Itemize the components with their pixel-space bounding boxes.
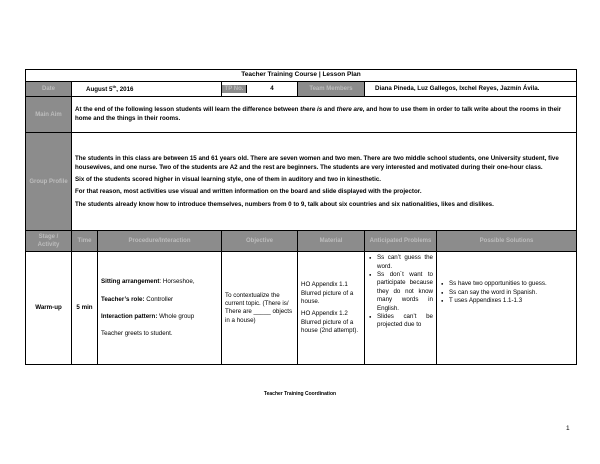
team-value: Diana Pineda, Luz Gallegos, Ixchel Reyes, Jazmín Ávila.	[365, 81, 577, 96]
col-procedure: Procedure/Interaction	[98, 231, 222, 252]
col-solutions: Possible Solutions	[437, 231, 577, 252]
col-stage: Stage / Activity	[26, 231, 72, 252]
date-value: August 5th, 2016	[72, 81, 222, 96]
col-objective: Objective	[222, 231, 298, 252]
lesson-plan-sheet	[25, 69, 576, 365]
list-item: ● Slides can’t be projected due to	[377, 313, 433, 330]
table-row	[26, 252, 577, 365]
procedure-cell: Sitting arrangement: Horseshoe, Teacher’s role: Controller Interaction pattern: Whole group Teacher greets to student.	[98, 252, 222, 365]
page-number: 1	[566, 425, 570, 432]
plan-title: Teacher Training Course | Lesson Plan	[26, 70, 577, 82]
list-item: ● Ss have two opportunities to guess.	[449, 280, 573, 288]
list-item: ● Ss can’t guess the word.	[377, 254, 433, 271]
list-item: ● T uses Appendixes 1.1-1.3	[449, 297, 573, 305]
stage-cell: Warm-up	[26, 252, 72, 365]
profile-paragraph: Six of the students scored higher in visual learning style, one of them in auditory and two in kinesthetic.	[75, 176, 381, 183]
group-profile-text	[72, 133, 577, 231]
main-aim-text: At the end of the following lesson students will learn the difference between there is and there are, and how to use them in order to talk write about the rooms in their home and the things in their rooms.	[72, 97, 577, 133]
group-profile-label: Group Profile	[26, 133, 72, 231]
date-label: Date	[26, 81, 72, 96]
list-item: ● Ss can say the word in Spanish.	[449, 289, 573, 297]
footer-text: Teacher Training Coordination	[263, 391, 337, 397]
col-time: Time	[72, 231, 98, 252]
problems-cell	[365, 252, 437, 365]
profile-paragraph: The students already know how to introduce themselves, numbers from 0 to 9, talk about six countries and six nationalities, likes and dislikes.	[75, 200, 494, 208]
objective-cell: To contextualize the current topic. (There is/ There are _____ objects in a house)	[222, 252, 298, 365]
tp-label: TP No.	[222, 85, 246, 93]
profile-paragraph: The students in this class are between 15 and 61 years old. There are seven women and two men. There are two middle school students, one University student, five housewives, and one nurse. Two of the students are A2 and the rest are beginners. The students are very interested and motivated during their one-hour class.	[75, 155, 559, 171]
col-problems: Anticipated Problems	[365, 231, 437, 252]
col-material: Material	[298, 231, 365, 252]
list-item: ● Ss don´t want to participate because they do not know many words in English.	[377, 271, 433, 313]
lesson-plan-table	[25, 69, 577, 365]
team-label: Team Members	[298, 81, 365, 96]
tp-cell	[222, 81, 298, 96]
profile-paragraph: For that reason, most activities use visual and written information on the board and slide displayed with the projector.	[75, 188, 422, 196]
solutions-cell	[437, 252, 577, 365]
material-cell: HO Appendix 1.1 Blurred picture of a house. HO Appendix 1.2 Blurred picture of a house (2nd attempt).	[298, 252, 365, 365]
tp-value: 4	[246, 85, 297, 93]
time-cell: 5 min	[72, 252, 98, 365]
main-aim-label: Main Aim	[26, 97, 72, 133]
